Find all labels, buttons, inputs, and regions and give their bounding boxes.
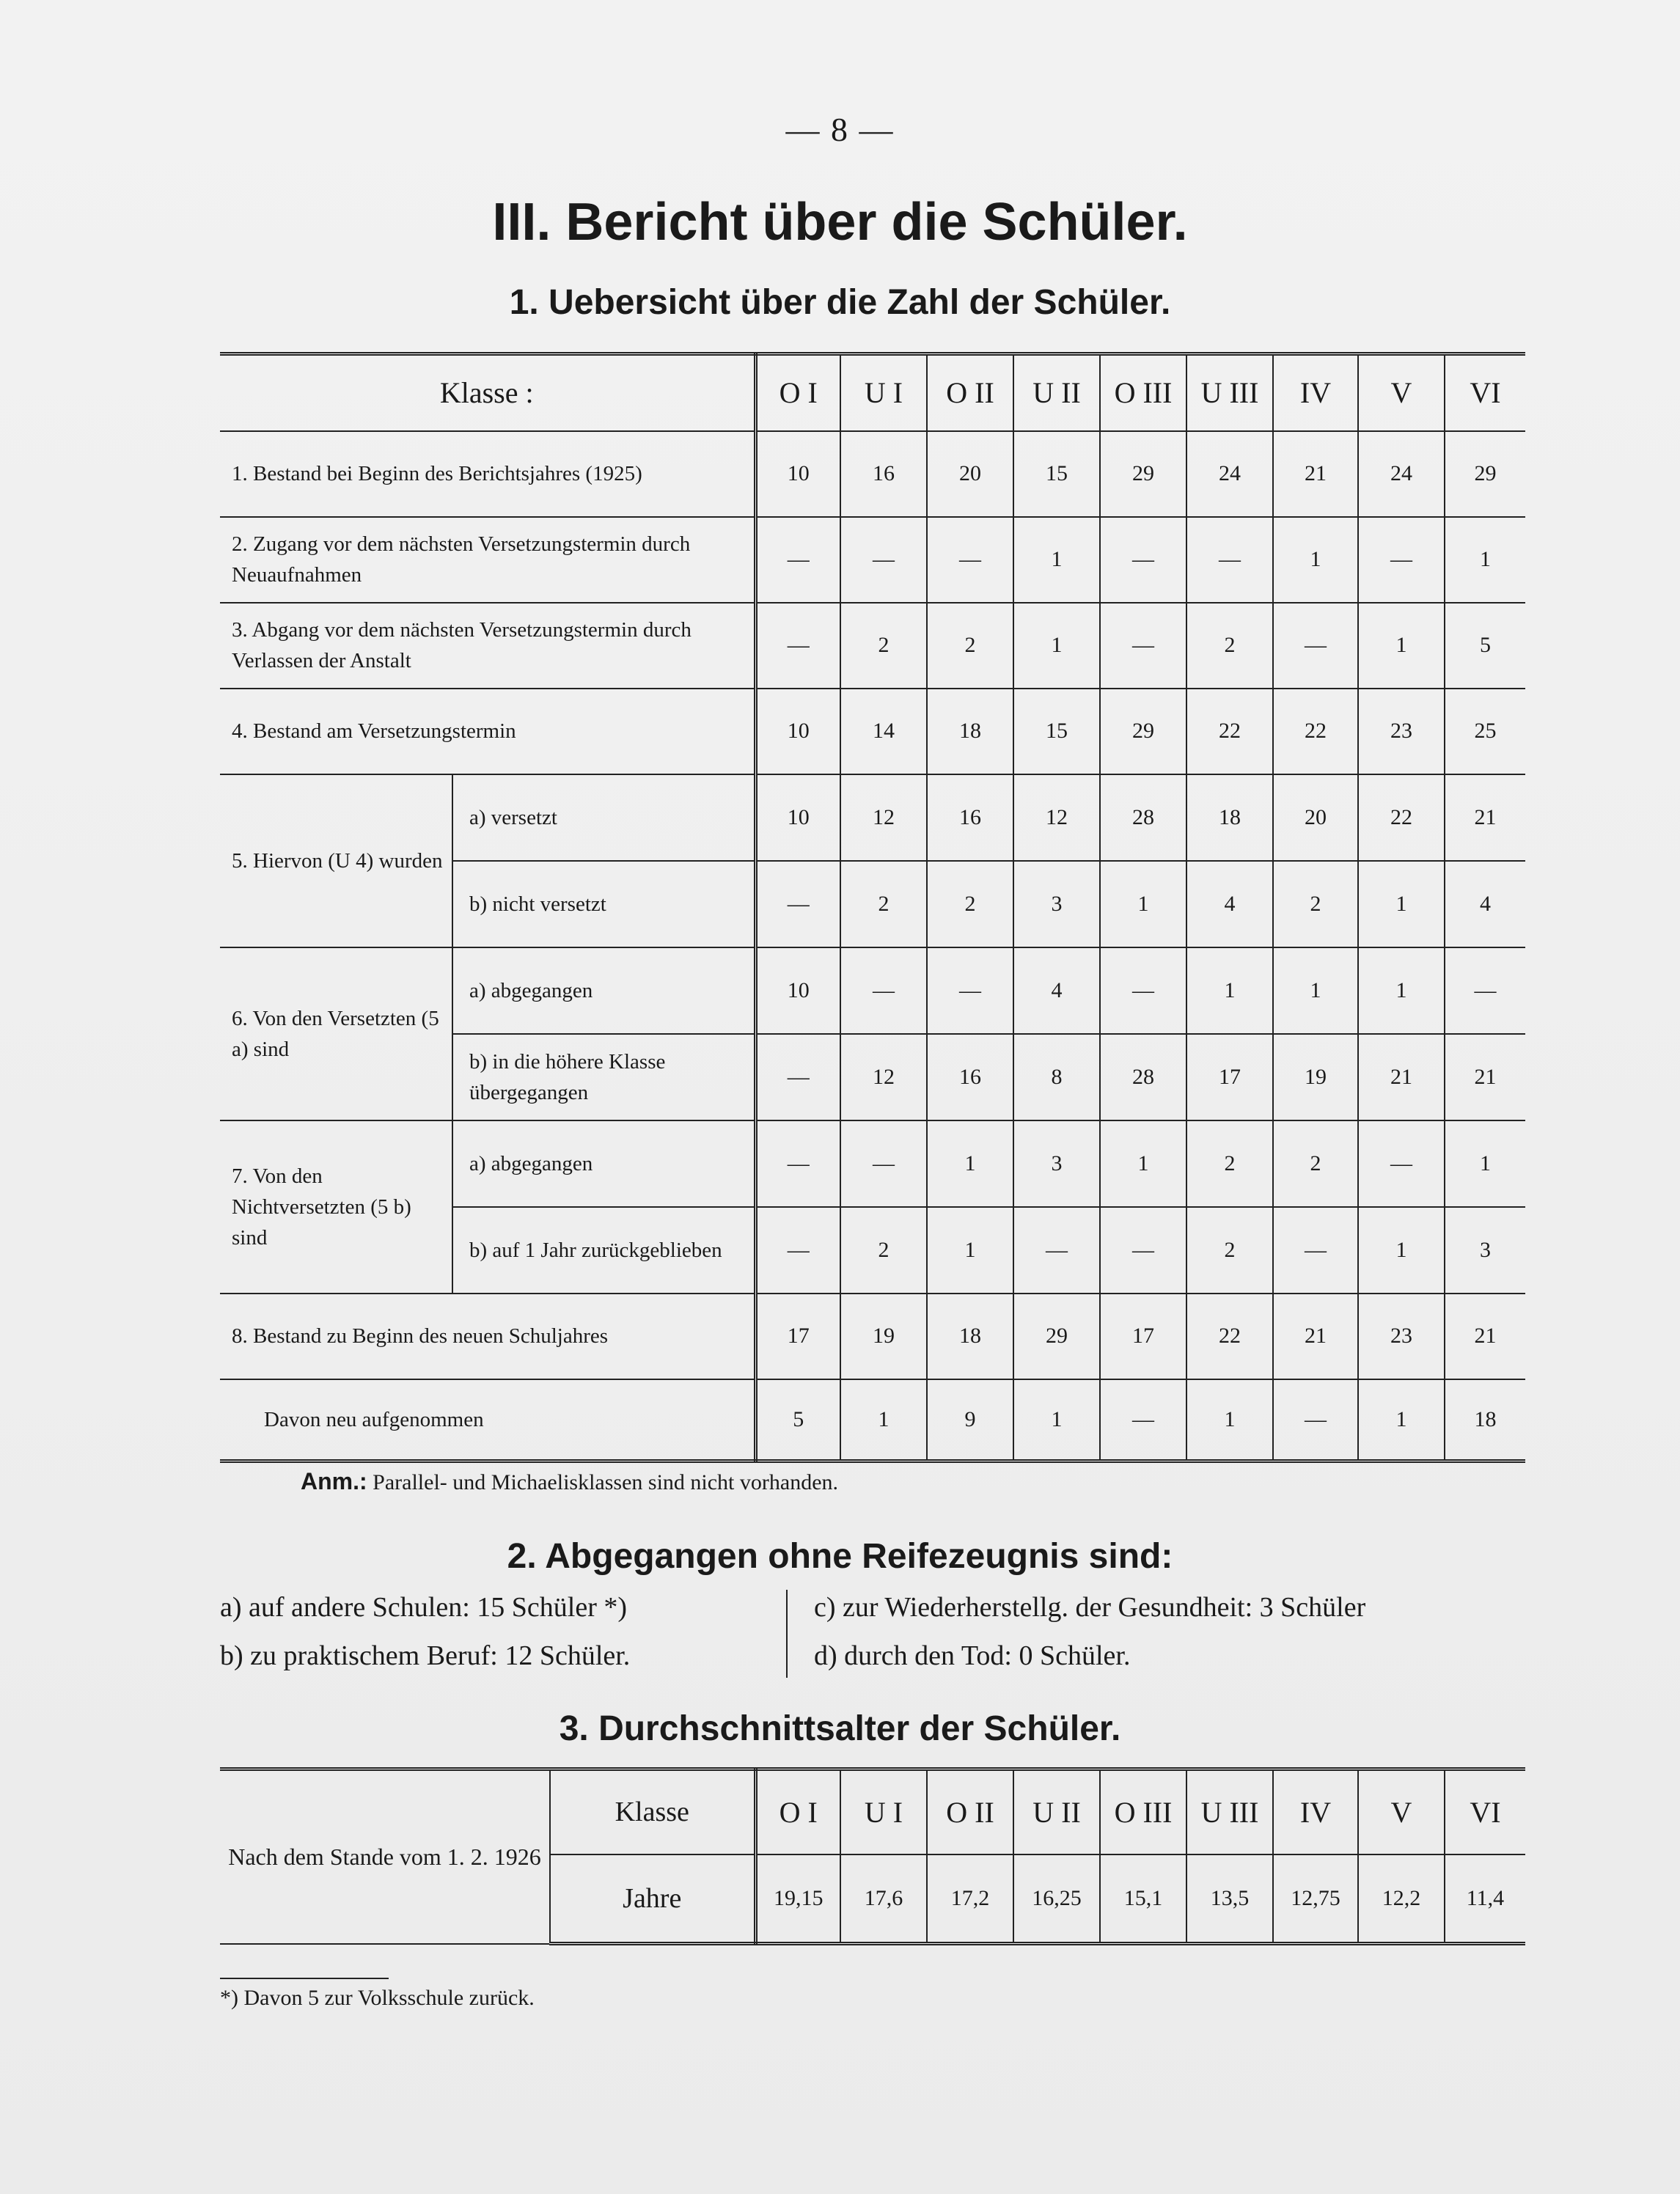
cell: 29	[1445, 431, 1525, 517]
dropout-item: c) zur Wiederherstellg. der Gesundheit: 3 Schüler	[814, 1592, 1366, 1623]
cell: —	[1046, 1237, 1068, 1262]
cell-pair	[755, 1120, 840, 1294]
page-number: — 8 —	[785, 111, 895, 148]
cell: —	[841, 948, 926, 1035]
cell: 29	[1100, 431, 1186, 517]
cell: —	[755, 603, 840, 689]
cell: 16	[840, 431, 927, 517]
cell-pair	[1273, 947, 1358, 1120]
cell: —	[927, 517, 1013, 603]
cell-pair	[1100, 774, 1186, 947]
row-label: 3. Abgang vor dem nächsten Versetzungstermin durch Verlassen der Anstalt	[220, 603, 755, 689]
class-header: O I	[755, 354, 840, 431]
age-cell: 15,1	[1100, 1854, 1186, 1944]
cell: —	[1186, 517, 1273, 603]
cell-pair	[1186, 774, 1273, 947]
class-header: O II	[927, 1769, 1013, 1854]
cell: —	[787, 1237, 810, 1262]
cell: 18	[1445, 1379, 1525, 1461]
cell-pair	[1445, 1120, 1525, 1294]
class-header: O I	[755, 1769, 840, 1854]
cell: —	[1359, 1121, 1444, 1208]
row-label: 8. Bestand zu Beginn des neuen Schuljahres	[220, 1294, 755, 1379]
cell: 10	[758, 775, 840, 862]
cell: 1	[1013, 603, 1100, 689]
cell: 21	[1445, 775, 1525, 862]
cell: 10	[755, 689, 840, 774]
cell: 22	[1359, 775, 1444, 862]
cell: 12	[873, 1064, 895, 1089]
cell: 4	[1014, 948, 1099, 1035]
cell: 1	[840, 1379, 927, 1461]
sub-row-label: b) nicht versetzt	[469, 892, 606, 916]
cell-pair	[1013, 947, 1100, 1120]
footnote: *) Davon 5 zur Volksschule zurück.	[220, 1986, 535, 2010]
dropout-item: d) durch den Tod: 0 Schüler.	[814, 1640, 1131, 1671]
section-title: III. Bericht über die Schüler.	[492, 193, 1188, 252]
cell: 18	[927, 1294, 1013, 1379]
cell: —	[1305, 1237, 1327, 1262]
cell: 25	[1445, 689, 1525, 774]
sub-row-label: b) in die höhere Klasse übergegangen	[469, 1049, 666, 1104]
table-row	[220, 774, 1525, 947]
cell: —	[1273, 603, 1358, 689]
class-header: VI	[1445, 354, 1525, 431]
cell: 16	[928, 775, 1013, 862]
cell: 3	[1051, 891, 1063, 916]
cell: —	[1100, 603, 1186, 689]
cell: 1	[1137, 891, 1149, 916]
cell: 1	[1358, 603, 1445, 689]
sub-row-label: b) auf 1 Jahr zurückgeblieben	[469, 1238, 722, 1262]
row-group	[220, 774, 755, 947]
cell-pair	[1358, 774, 1445, 947]
cell: 2	[840, 603, 927, 689]
table-row	[220, 1379, 1525, 1461]
cell: 5	[755, 1379, 840, 1461]
cell: 21	[1445, 1294, 1525, 1379]
cell: 2	[878, 891, 889, 916]
cell-pair	[1445, 774, 1525, 947]
cell: 5	[1445, 603, 1525, 689]
cell-pair	[840, 774, 927, 947]
cell: 15	[1013, 689, 1100, 774]
table-header-row	[220, 354, 1525, 431]
cell: 19	[1305, 1064, 1327, 1089]
table1-title: 1. Uebersicht über die Zahl der Schüler.	[509, 283, 1171, 322]
cell: 22	[1186, 689, 1273, 774]
cell-pair	[840, 947, 927, 1120]
row-label: 2. Zugang vor dem nächsten Versetzungstermin durch Neuaufnahmen	[220, 517, 755, 603]
cell-pair	[1013, 1120, 1100, 1294]
class-header: U III	[1186, 354, 1273, 431]
sub-row-label: a) abgegangen	[453, 1121, 754, 1208]
row-label: Davon neu aufgenommen	[220, 1379, 755, 1461]
cell: —	[1273, 1379, 1358, 1461]
table-note	[301, 1468, 838, 1495]
sub-row-label: a) versetzt	[453, 775, 754, 862]
cell-pair	[1186, 947, 1273, 1120]
cell: 1	[1358, 1379, 1445, 1461]
cell-pair	[1100, 1120, 1186, 1294]
age-cell: 12,2	[1358, 1854, 1445, 1944]
cell: —	[928, 948, 1013, 1035]
cell: 22	[1186, 1294, 1273, 1379]
column-divider	[786, 1590, 788, 1678]
cell: 12	[1014, 775, 1099, 862]
table-row	[220, 1294, 1525, 1379]
class-header: IV	[1273, 354, 1358, 431]
age-cell: 11,4	[1445, 1854, 1525, 1944]
dropout-item: b) zu praktischem Beruf: 12 Schüler.	[220, 1640, 631, 1671]
cell: 1	[1187, 948, 1272, 1035]
class-header: U II	[1013, 1769, 1100, 1854]
row-label: 4. Bestand am Versetzungstermin	[220, 689, 755, 774]
age-cell: 12,75	[1273, 1854, 1358, 1944]
note-text: Parallel- und Michaelisklassen sind nicht vorhanden.	[373, 1470, 839, 1494]
cell: 2	[1187, 1121, 1272, 1208]
cell-pair	[840, 1120, 927, 1294]
cell: 2	[927, 603, 1013, 689]
table-row	[220, 517, 1525, 603]
age-cell: 17,2	[927, 1854, 1013, 1944]
class-header: O III	[1100, 354, 1186, 431]
cell: —	[758, 1121, 840, 1208]
age-cell: 16,25	[1013, 1854, 1100, 1944]
cell: 28	[1101, 775, 1186, 862]
cell: —	[1445, 948, 1525, 1035]
class-header: U I	[840, 354, 927, 431]
cell: —	[1101, 948, 1186, 1035]
table-row	[220, 603, 1525, 689]
cell-pair	[1013, 774, 1100, 947]
cell: 17	[1219, 1064, 1241, 1089]
section2-title: 2. Abgegangen ohne Reifezeugnis sind:	[507, 1537, 1173, 1576]
row-label: 1. Bestand bei Beginn des Berichtsjahres (1925)	[220, 431, 755, 517]
cell: 2	[1274, 1121, 1357, 1208]
stand-label: Nach dem Stande vom 1. 2. 1926	[220, 1769, 550, 1944]
cell: 3	[1014, 1121, 1099, 1208]
header-label: Klasse :	[220, 354, 755, 431]
class-header: U II	[1013, 354, 1100, 431]
cell: 20	[927, 431, 1013, 517]
cell: 21	[1273, 1294, 1358, 1379]
table-header-row	[220, 1769, 1525, 1854]
cell-pair	[1100, 947, 1186, 1120]
class-header: O III	[1100, 1769, 1186, 1854]
cell-pair	[755, 774, 840, 947]
cell: 1	[1359, 948, 1444, 1035]
cell-pair	[927, 774, 1013, 947]
cell: —	[1358, 517, 1445, 603]
cell-pair	[1445, 947, 1525, 1120]
cell: 20	[1274, 775, 1357, 862]
cell: 29	[1100, 689, 1186, 774]
row-label: 7. Von den Nichtversetzten (5 b) sind	[220, 1121, 453, 1293]
cell: —	[787, 1064, 810, 1089]
cell-pair	[1358, 1120, 1445, 1294]
sub-row-label: a) abgegangen	[453, 948, 754, 1035]
cell: 2	[1310, 891, 1321, 916]
table-row	[220, 431, 1525, 517]
dropout-item: a) auf andere Schulen: 15 Schüler *)	[220, 1592, 628, 1623]
cell: 8	[1051, 1064, 1063, 1089]
student-count-table	[220, 352, 1525, 1463]
cell: 9	[927, 1379, 1013, 1461]
row-group	[220, 947, 755, 1120]
cell: —	[755, 517, 840, 603]
cell: 2	[878, 1237, 889, 1262]
cell: 19	[840, 1294, 927, 1379]
cell: 29	[1013, 1294, 1100, 1379]
class-header: U III	[1186, 1769, 1273, 1854]
cell: 1	[928, 1121, 1013, 1208]
cell: —	[1100, 1379, 1186, 1461]
table-row	[220, 947, 1525, 1120]
cell: 10	[758, 948, 840, 1035]
cell: 21	[1273, 431, 1358, 517]
cell: —	[1132, 1237, 1154, 1262]
age-cell: 17,6	[840, 1854, 927, 1944]
table-row	[220, 1120, 1525, 1294]
cell: 1	[964, 1237, 976, 1262]
age-cell: 19,15	[755, 1854, 840, 1944]
cell: 21	[1390, 1064, 1412, 1089]
cell: 22	[1273, 689, 1358, 774]
cell: 18	[927, 689, 1013, 774]
cell: 16	[959, 1064, 981, 1089]
cell: 10	[755, 431, 840, 517]
klasse-label: Klasse	[550, 1769, 755, 1854]
cell: 15	[1013, 431, 1100, 517]
cell-pair	[755, 947, 840, 1120]
footnote-rule	[220, 1978, 389, 1979]
class-header: IV	[1273, 1769, 1358, 1854]
cell: —	[841, 1121, 926, 1208]
cell: 21	[1474, 1064, 1497, 1089]
cell: 12	[841, 775, 926, 862]
table2-title: 3. Durchschnittsalter der Schüler.	[559, 1709, 1121, 1748]
cell: 2	[1186, 603, 1273, 689]
cell: 28	[1132, 1064, 1154, 1089]
cell-pair	[1186, 1120, 1273, 1294]
cell: 18	[1187, 775, 1272, 862]
row-group	[220, 1120, 755, 1294]
cell-pair	[927, 947, 1013, 1120]
cell: —	[1100, 517, 1186, 603]
cell: —	[840, 517, 927, 603]
cell: 4	[1224, 891, 1236, 916]
class-header: VI	[1445, 1769, 1525, 1854]
cell: 1	[1186, 1379, 1273, 1461]
cell-pair	[1358, 947, 1445, 1120]
cell: 1	[1395, 891, 1407, 916]
note-prefix: Anm.:	[301, 1468, 367, 1494]
cell-pair	[927, 1120, 1013, 1294]
cell: 1	[1445, 1121, 1525, 1208]
cell: 24	[1186, 431, 1273, 517]
cell-pair	[1273, 774, 1358, 947]
cell: 17	[1100, 1294, 1186, 1379]
cell-pair	[1273, 1120, 1358, 1294]
row-label: 5. Hiervon (U 4) wurden	[220, 775, 453, 947]
cell: 17	[755, 1294, 840, 1379]
cell: 1	[1013, 517, 1100, 603]
class-header: V	[1358, 354, 1445, 431]
cell: 1	[1274, 948, 1357, 1035]
cell: 2	[964, 891, 976, 916]
cell: 2	[1224, 1237, 1236, 1262]
cell: 23	[1358, 689, 1445, 774]
age-cell: 13,5	[1186, 1854, 1273, 1944]
table-row	[220, 689, 1525, 774]
cell: 24	[1358, 431, 1445, 517]
class-header: O II	[927, 354, 1013, 431]
cell: 1	[1445, 517, 1525, 603]
cell: 1	[1395, 1237, 1407, 1262]
cell: 1	[1101, 1121, 1186, 1208]
class-header: V	[1358, 1769, 1445, 1854]
cell: 1	[1273, 517, 1358, 603]
cell: 23	[1358, 1294, 1445, 1379]
cell: 4	[1480, 891, 1491, 916]
class-header: U I	[840, 1769, 927, 1854]
cell: 3	[1480, 1237, 1491, 1262]
cell: 1	[1013, 1379, 1100, 1461]
row-label: 6. Von den Versetzten (5 a) sind	[220, 948, 453, 1120]
average-age-table	[220, 1767, 1525, 1945]
cell: 14	[840, 689, 927, 774]
jahre-label: Jahre	[550, 1854, 755, 1944]
cell: —	[787, 891, 810, 916]
